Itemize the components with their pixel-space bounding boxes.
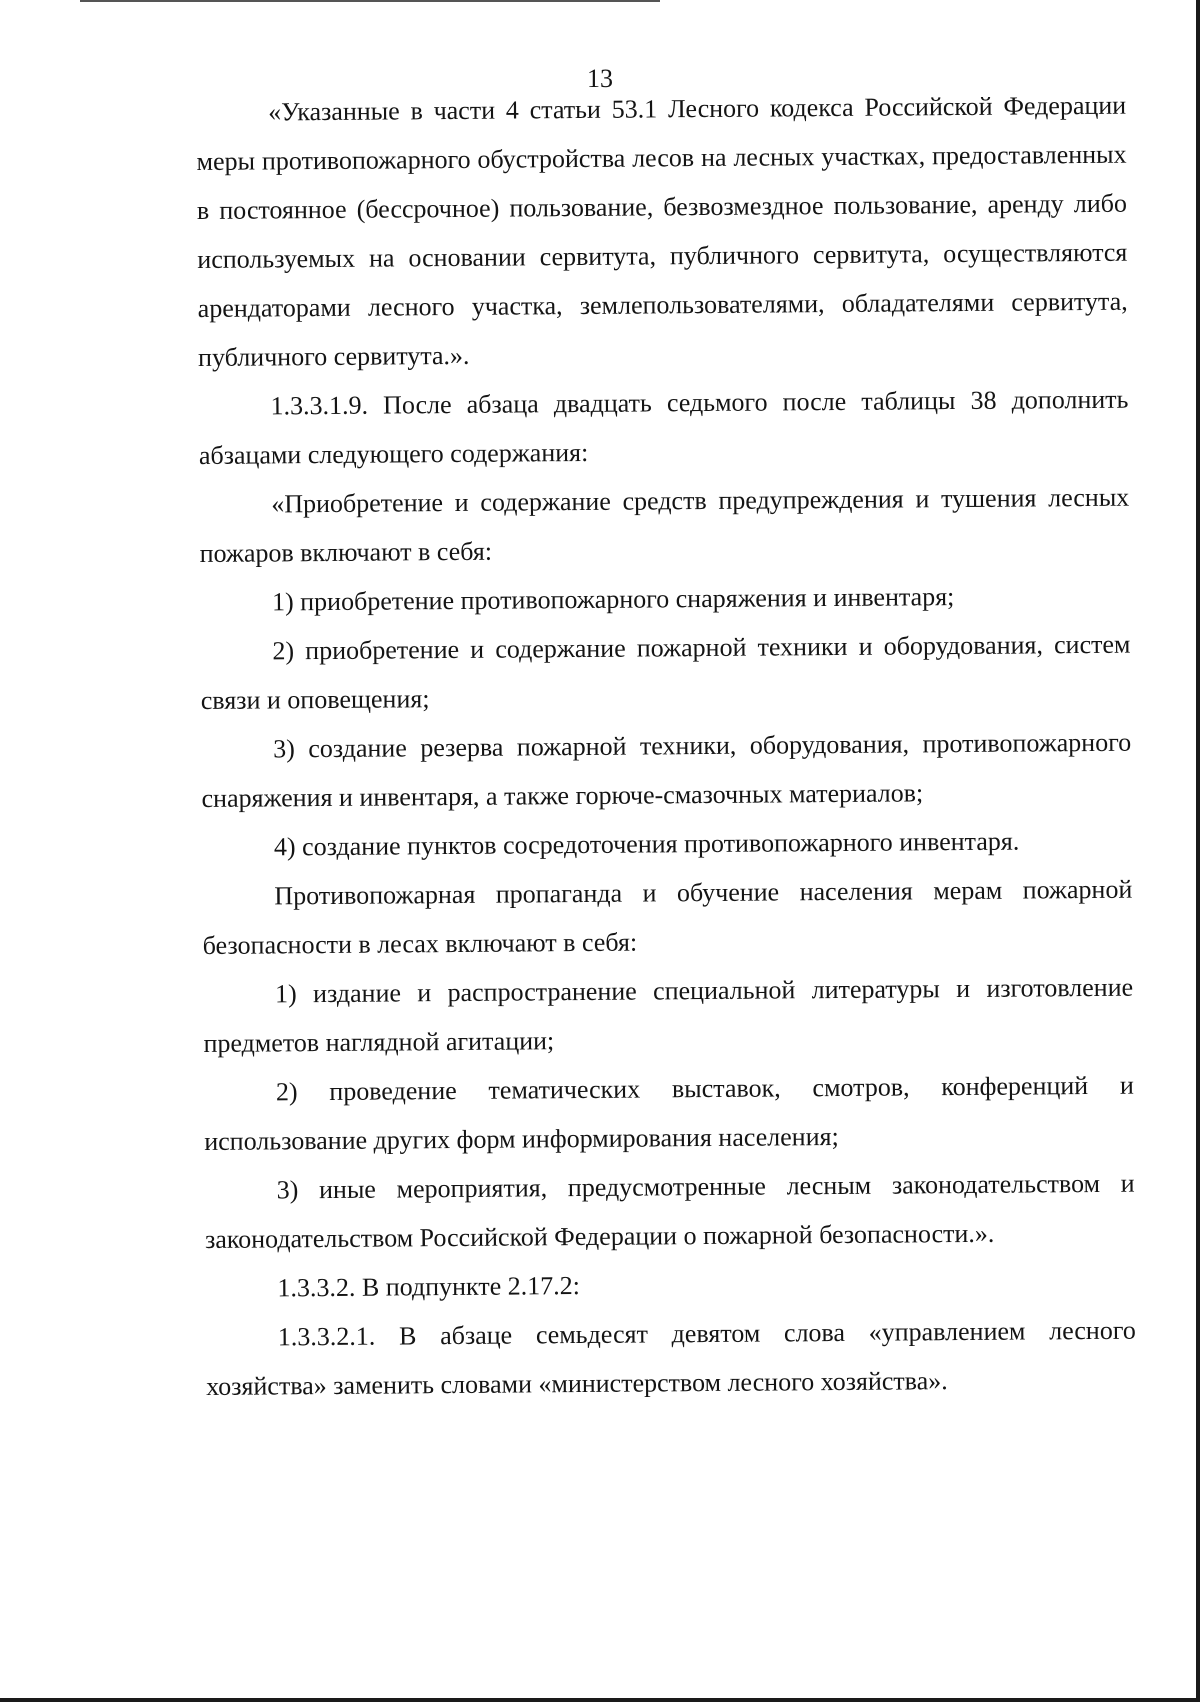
list-item-propaganda-2: 2) проведение тематических выставок, смотров, конференций и использование других форм информирования населения;: [204, 1070, 1134, 1156]
paragraph-quote-article-53-1: «Указанные в части 4 статьи 53.1 Лесного кодекса Российской Федерации меры противопожарного обустройства лесов на лесных участках, предоставленных в постоянное (бессрочное) пользование, безвозмездное пользование, аренду либо используемых на основании сервитута, публичного сервитута, осуществляются арендаторами лесного участка, землепользователями, обладателями сервитута, публичного сервитута.».: [196, 90, 1128, 372]
scan-edge-right: [1196, 0, 1200, 1702]
list-item-propaganda-3: 3) иные мероприятия, предусмотренные лесным законодательством и законодательством Российской Федерации о пожарной безопасности.».: [204, 1168, 1135, 1254]
paragraph-propaganda-intro: Противопожарная пропаганда и обучение населения мерам пожарной безопасности в лесах включают в себя:: [202, 874, 1133, 960]
page-number: 13: [587, 64, 613, 93]
list-item-propaganda-1: 1) издание и распространение специальной литературы и изготовление предметов наглядной агитации;: [203, 972, 1134, 1058]
scan-edge-bottom: [0, 1698, 1200, 1702]
paragraph-1-3-3-2-1: 1.3.3.2.1. В абзаце семьдесят девятом слова «управлением лесного хозяйства» заменить словами «министерством лесного хозяйства».: [206, 1315, 1136, 1401]
scan-edge-top: [80, 0, 660, 2]
list-item-acquisition-4: 4) создание пунктов сосредоточения противопожарного инвентаря.: [273, 826, 1020, 862]
paragraph-acquisition-intro: «Приобретение и содержание средств предупреждения и тушения лесных пожаров включают в себя:: [199, 482, 1130, 568]
paragraph-1-3-3-2: 1.3.3.2. В подпункте 2.17.2:: [277, 1271, 581, 1303]
list-item-acquisition-2: 2) приобретение и содержание пожарной техники и оборудования, систем связи и оповещения;: [200, 629, 1131, 715]
list-item-acquisition-3: 3) создание резерва пожарной техники, оборудования, противопожарного снаряжения и инвентаря, а также горюче-смазочных материалов;: [201, 727, 1132, 813]
document-body: [196, 81, 1136, 1411]
list-item-acquisition-1: 1) приобретение противопожарного снаряжения и инвентаря;: [271, 582, 955, 617]
paragraph-1-3-3-1-9: 1.3.3.1.9. После абзаца двадцать седьмого после таблицы 38 дополнить абзацами следующего содержания:: [198, 384, 1129, 470]
